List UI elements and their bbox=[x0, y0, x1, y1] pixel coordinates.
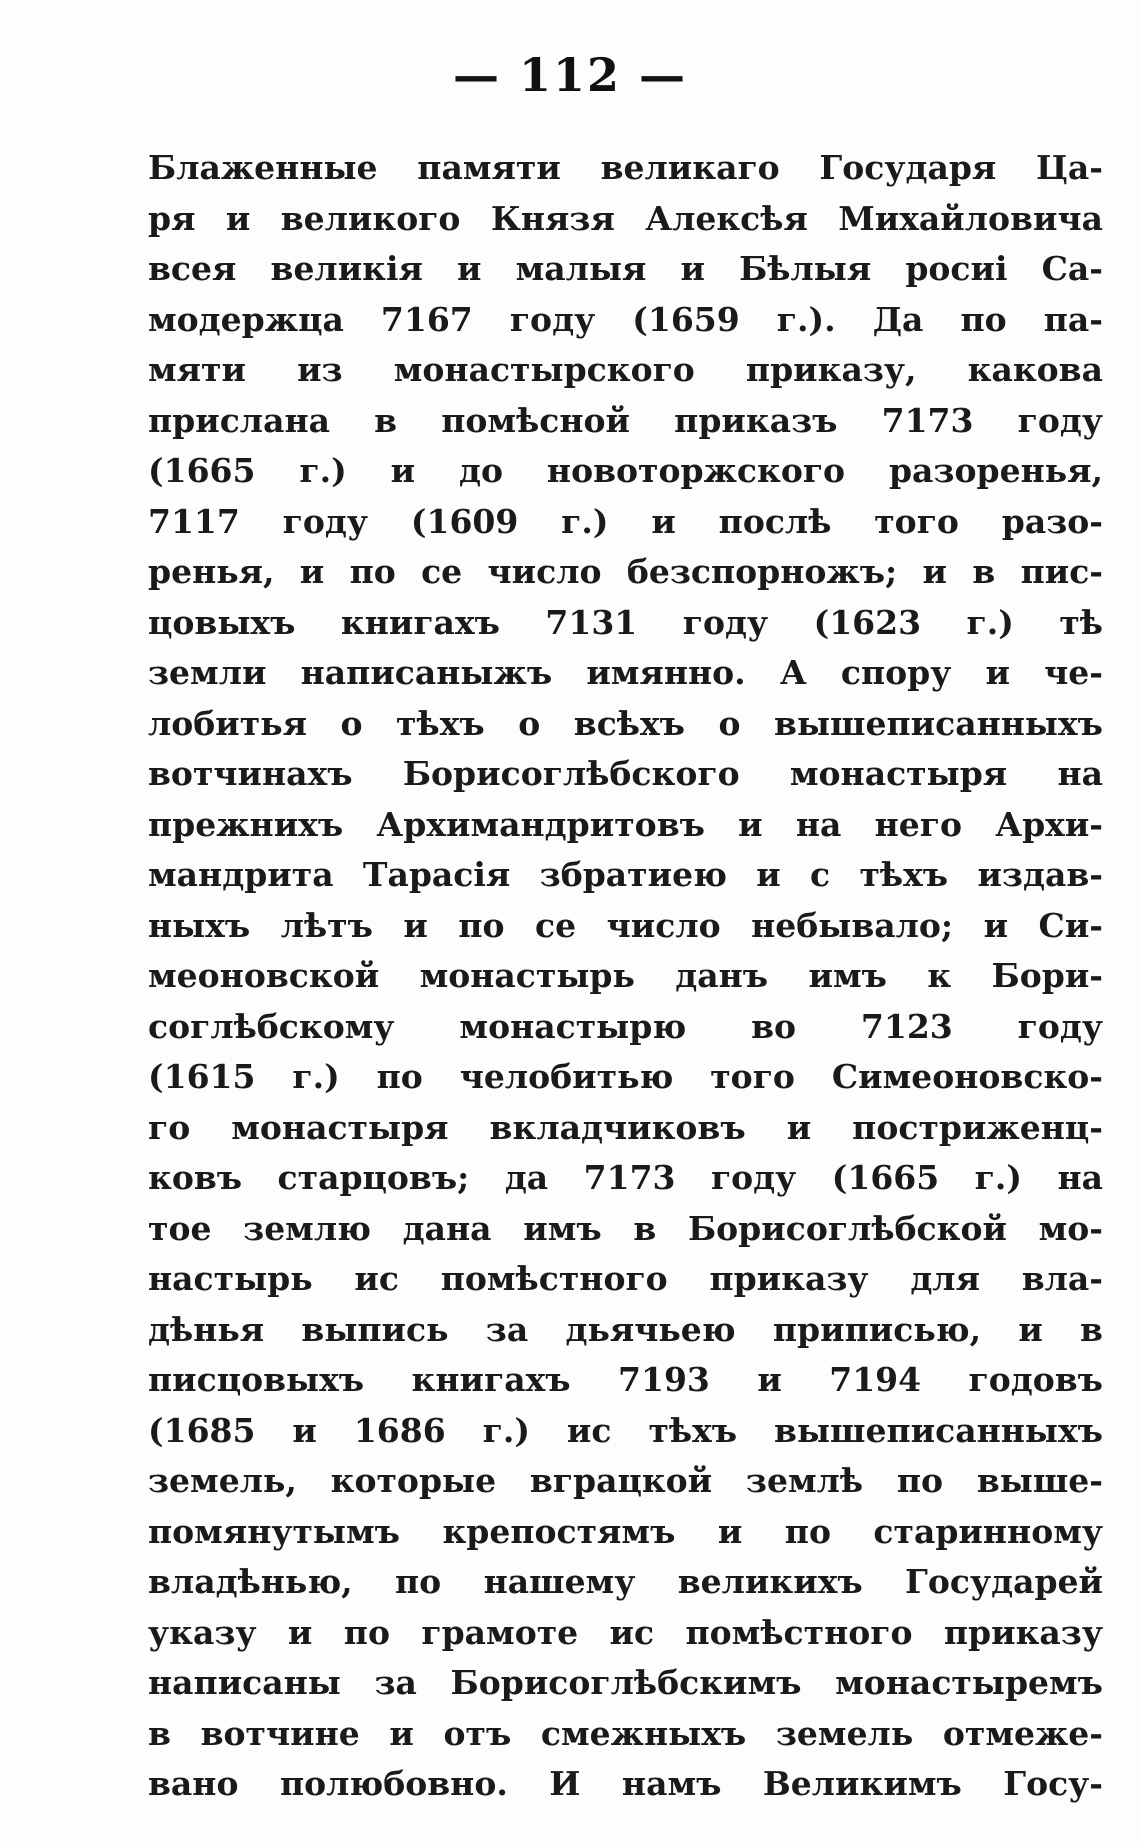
text-line: владѣнью, по нашему великихъ Государей bbox=[148, 1562, 1103, 1601]
text-line: ря и великого Князя Алексѣя Михайловича bbox=[148, 198, 1103, 238]
text-line: ковъ старцовъ; да 7173 году (1665 г.) на bbox=[148, 1158, 1103, 1197]
page-number: — 112 — bbox=[452, 48, 688, 102]
text-line: го монастыря вкладчиковъ и постриженц- bbox=[148, 1107, 1103, 1147]
text-line: помянутымъ крепостямъ и по старинному bbox=[148, 1511, 1103, 1551]
text-line: Блаженные памяти великаго Государя Ца- bbox=[148, 148, 1103, 187]
text-line: модержца 7167 году (1659 г.). Да по па- bbox=[148, 299, 1103, 339]
text-line: тое землю дана имъ в Борисоглѣбской мо- bbox=[148, 1208, 1103, 1248]
body-text bbox=[148, 143, 1103, 1810]
text-line: земель, которые вграцкой землѣ по выше- bbox=[148, 1461, 1103, 1500]
text-line: указу и по грамоте ис помѣстного приказу bbox=[148, 1612, 1103, 1652]
text-line: написаны за Борисоглѣбскимъ монастыремъ bbox=[148, 1663, 1103, 1702]
text-line: вано полюбовно. И намъ Великимъ Госу- bbox=[148, 1764, 1103, 1803]
text-line: прислана в помѣсной приказъ 7173 году bbox=[148, 400, 1103, 440]
text-line: настырь ис помѣстного приказу для вла- bbox=[148, 1259, 1103, 1298]
text-line: в вотчине и отъ смежныхъ земель отмеже- bbox=[148, 1713, 1103, 1753]
text-line: ренья, и по се число безспорножъ; и в пис- bbox=[148, 552, 1103, 591]
text-line: цовыхъ книгахъ 7131 году (1623 г.) тѣ bbox=[148, 602, 1103, 642]
text-line: всея великія и малыя и Бѣлыя росиі Са- bbox=[148, 249, 1103, 288]
text-line: вотчинахъ Борисоглѣбского монастыря на bbox=[148, 754, 1103, 793]
text-line: писцовыхъ книгахъ 7193 и 7194 годовъ bbox=[148, 1360, 1103, 1399]
text-line: мандрита Тарасія збратиею и с тѣхъ издав- bbox=[148, 855, 1103, 894]
text-line: соглѣбскому монастырю во 7123 году bbox=[148, 1006, 1103, 1046]
text-line: дѣнья выпись за дьячьею приписью, и в bbox=[148, 1309, 1103, 1349]
text-line: (1685 и 1686 г.) ис тѣхъ вышеписанныхъ bbox=[148, 1410, 1103, 1450]
text-line: земли написаныжъ имянно. А спору и че- bbox=[148, 653, 1103, 692]
text-line: прежнихъ Архимандритовъ и на него Архи- bbox=[148, 804, 1103, 844]
text-line: ныхъ лѣтъ и по се число небывало; и Си- bbox=[148, 905, 1103, 945]
text-line: лобитья о тѣхъ о всѣхъ о вышеписанныхъ bbox=[148, 703, 1103, 743]
text-line: (1665 г.) и до новоторжского разоренья, bbox=[148, 451, 1103, 490]
text-line: (1615 г.) по челобитью того Симеоновско- bbox=[148, 1057, 1103, 1096]
text-line: мяти из монастырского приказу, какова bbox=[148, 350, 1103, 389]
text-line: меоновской монастырь данъ имъ к Бори- bbox=[148, 956, 1103, 995]
text-line: 7117 году (1609 г.) и послѣ того разо- bbox=[148, 501, 1103, 541]
